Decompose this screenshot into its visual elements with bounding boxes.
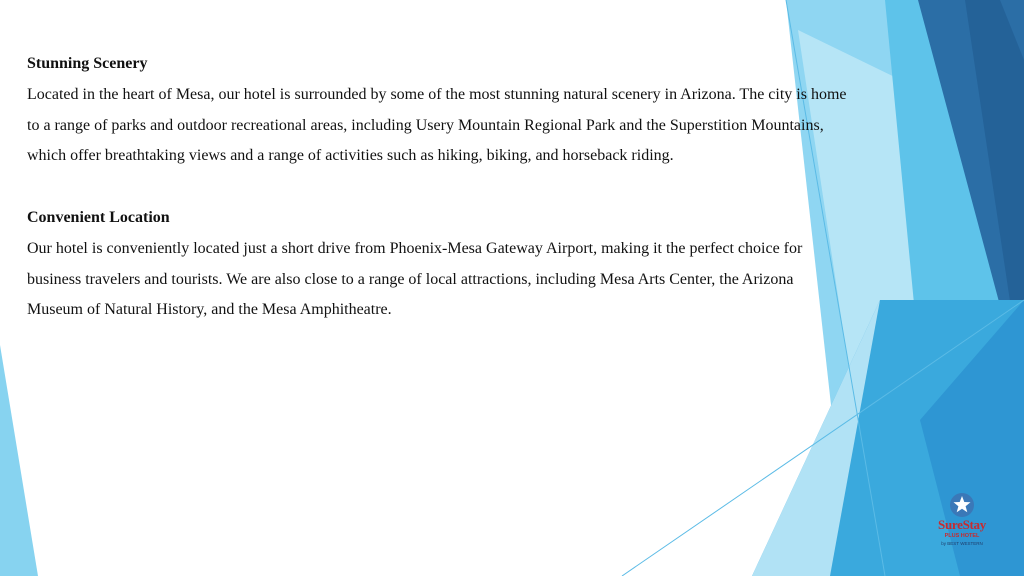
logo-brand-text: SureStay [938,517,986,532]
section-body: Located in the heart of Mesa, our hotel is surrounded by some of the most stunning natural scenery in Arizona. The city is home to a range of parks and outdoor recreational areas, including Usery Mountain Regional Park and the Superstition Mountains, which offer breathtaking views and a range of activities such as hiking, biking, and horseback riding. [27,85,847,165]
logo-sub2-text: by BEST WESTERN [941,541,983,546]
section-heading: Stunning Scenery [27,55,148,72]
main-content [27,49,847,357]
section-body: Our hotel is conveniently located just a short drive from Phoenix-Mesa Gateway Airport, making it the perfect choice for business travelers and tourists. We are also close to a range of local attractions, including Mesa Arts Center, the Arizona Museum of Natural History, and the Mesa Amphitheatre. [27,239,803,319]
section-stunning-scenery [27,49,847,172]
section-heading: Convenient Location [27,208,170,226]
left-accent-triangle [0,345,38,576]
section-convenient-location [27,203,847,326]
logo-sub-text: PLUS HOTEL [944,533,980,539]
star-badge-icon [949,492,975,518]
surestay-logo [926,492,998,552]
